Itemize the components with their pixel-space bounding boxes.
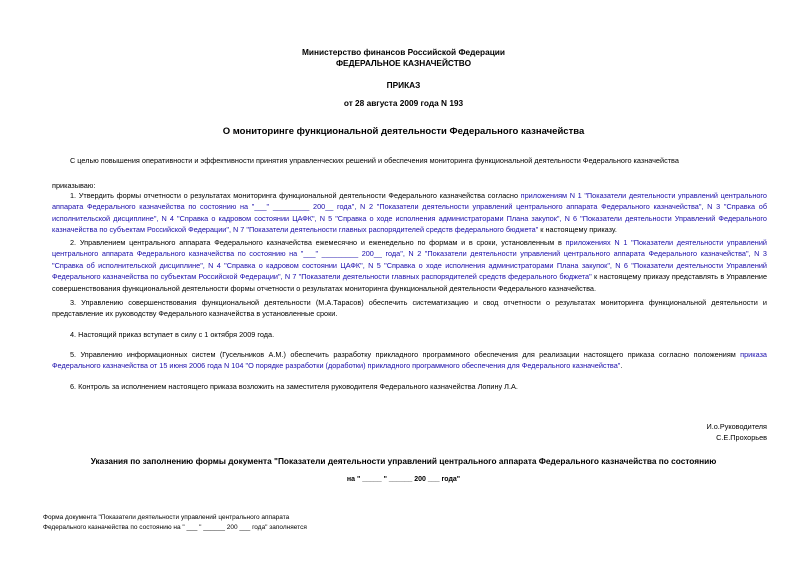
paragraph-2	[52, 237, 767, 294]
paragraph-1-text: 1. Утвердить формы отчетности о результатах мониторинга функциональной деятельности Федерального казначейства согласно	[70, 191, 521, 200]
paragraph-3: 3. Управлению совершенствования функциональной деятельности (М.А.Тарасов) обеспечить систематизацию и свод отчетности о результатах мониторинга функциональной деятельности и представление их руководству Федерального казначейства в установленные сроки.	[52, 298, 767, 319]
signature-position: И.о.Руководителя	[706, 422, 767, 431]
order-word: приказываю:	[52, 181, 96, 190]
paragraph-4: 4. Настоящий приказ вступает в силу с 1 октября 2009 года.	[70, 330, 275, 339]
paragraph-6: 6. Контроль за исполнением настоящего приказа возложить на заместителя руководителя Федерального казначейства Лопину Л.А.	[70, 382, 518, 391]
form-note-line-2: Федерального казначейства по состоянию на " ___ " ______ 200 ___ года" заполняется	[43, 524, 307, 531]
document-title: О мониторинге функциональной деятельности Федерального казначейства	[222, 126, 585, 137]
paragraph-2-tail: к настоящему приказу представлять в Управление совершенствования функциональной деятельности формы отчетности о результатах мониторинга функциональной деятельности Федерального казначейства.	[52, 272, 767, 293]
agency-name: ФЕДЕРАЛЬНОЕ КАЗНАЧЕЙСТВО	[335, 58, 472, 68]
instructions-date-line: на " _____ " ______ 200 ___ года"	[346, 476, 461, 483]
signature-name: С.Е.Прохорьев	[716, 433, 767, 442]
paragraph-5-tail: .	[620, 361, 623, 371]
ministry-name: Министерство финансов Российской Федерации	[301, 47, 506, 57]
preamble: С целью повышения оперативности и эффективности принятия управленческих решений и обеспечения мониторинга функциональной деятельности Федерального казначейства	[70, 156, 679, 165]
paragraph-5	[52, 349, 767, 372]
document-type: ПРИКАЗ	[386, 80, 421, 90]
appendices-link-2[interactable]: приложениях N 1 "Показатели деятельности управлений центрального аппарата Федерального казначейства по состоянию на "___" _________ 200__ года", N 2 "Показатели деятельности управлений центрального аппарата Федерального казначейства", N 3 "Справка об исполнительской дисциплине", N 4 "Справка о кадровом состоянии ЦАФК", N 5 "Справка о ходе исполнения администраторами Плана закупок", N 6 "Показатели деятельности Управлений Федерального казначейства по субъектам Российской Федерации", N 7 "Показатели деятельности главных распорядителей средств федерального бюджета"	[52, 238, 767, 282]
instructions-title: Указания по заполнению формы документа "Показатели деятельности управлений центрального аппарата Федерального казначейства по состоянию	[90, 456, 717, 466]
paragraph-1	[52, 190, 767, 236]
appendices-link-1[interactable]: приложениям N 1 "Показатели деятельности управлений центрального аппарата Федерального казначейства по состоянию на "___" _________ 200__ года", N 2 "Показатели деятельности управлений центрального аппарата Федерального казначейства", N 3 "Справка об исполнительской дисциплине", N 4 "Справка о кадровом состоянии ЦАФК", N 5 "Справка о ходе исполнения администраторами Плана закупок", N 6 "Показатели деятельности Управлений Федерального казначейства по субъектам Российской Федерации", N 7 "Показатели деятельности главных распорядителей средств федерального бюджета"	[52, 191, 767, 235]
paragraph-2-text: 2. Управлением центрального аппарата Федерального казначейства ежемесячно и еженедельно по формам и в сроки, установленным в	[70, 238, 566, 247]
paragraph-1-tail: к настоящему приказу.	[538, 225, 617, 235]
form-note-line-1: Форма документа "Показатели деятельности управлений центрального аппарата	[43, 514, 290, 521]
paragraph-5-text: 5. Управлению информационных систем (Гусельников А.М.) обеспечить разработку прикладного программного обеспечения для реализации настоящего приказа согласно положениям	[70, 350, 741, 359]
document-date: от 28 августа 2009 года N 193	[343, 98, 464, 108]
order-104-link[interactable]: приказа Федерального казначейства от 15 июня 2006 года N 104 "О порядке разработки (доработки) прикладного программного обеспечения для Федерального казначейства"	[52, 350, 767, 371]
